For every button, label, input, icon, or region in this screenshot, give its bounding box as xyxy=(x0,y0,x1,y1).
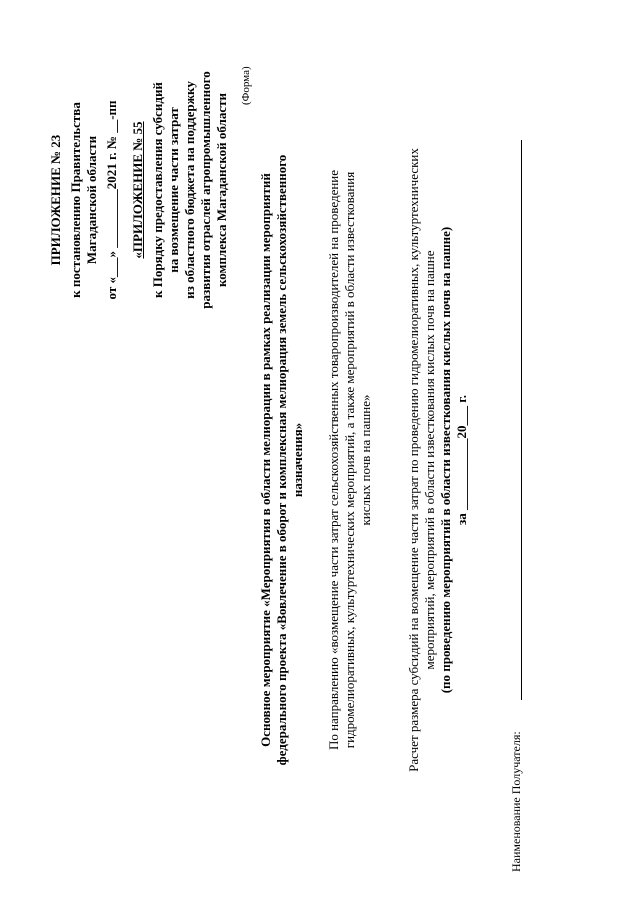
direction-line-2: гидромелиоративных, культуртехнических мероприятий, а также мероприятий в области известкования xyxy=(342,171,357,749)
rotated-content xyxy=(20,20,620,880)
subheader-line-3: из областного бюджета на поддержку xyxy=(182,81,197,299)
calculation-line-2: мероприятий, мероприятий в области известкования кислых почв на пашне xyxy=(422,250,437,670)
main-activity-line-1: Основное мероприятие «Мероприятия в области мелиорации в рамках реализации мероприятий xyxy=(258,173,273,747)
recipient-label: Наименование Получателя: xyxy=(509,731,523,872)
calculation-period: за ___________20___ г. xyxy=(454,395,469,525)
appendix-55-title: «ПРИЛОЖЕНИЕ № 55 xyxy=(130,121,145,259)
subheader-line-1: к Порядку предоставления субсидий xyxy=(150,82,165,298)
direction-line-3: кислых почв на пашне» xyxy=(358,394,373,526)
direction-line-1: По направлению «возмещение части затрат сельскохозяйственных товаропроизводителей на проведение xyxy=(326,169,341,751)
decree-line-2: Магаданской области xyxy=(84,135,99,265)
calculation-line-3: (по проведению мероприятий в области известкования кислых почв на пашне) xyxy=(438,226,453,694)
appendix-23-title: ПРИЛОЖЕНИЕ № 23 xyxy=(48,134,63,266)
subheader-line-5: комплекса Магаданской области xyxy=(214,93,229,288)
main-activity-line-2: федерального проекта «Вовлечение в оборот и комплексная мелиорация земель сельскохозяйственного xyxy=(274,154,289,766)
subheader-line-4: развития отраслей агропромышленного xyxy=(198,71,213,309)
subheader-line-2: на возмещение части затрат xyxy=(166,107,181,273)
decree-date: от «___» _________2021 г. № __-пп xyxy=(104,100,119,300)
recipient-underline xyxy=(521,140,522,700)
decree-line-1: к постановлению Правительства xyxy=(68,102,83,298)
form-label: (Форма) xyxy=(240,66,252,105)
main-activity-line-3: назначения» xyxy=(290,422,305,498)
calculation-line-1: Расчет размера субсидий на возмещение части затрат по проведению гидромелиоративных, культуртехнических xyxy=(406,148,421,772)
